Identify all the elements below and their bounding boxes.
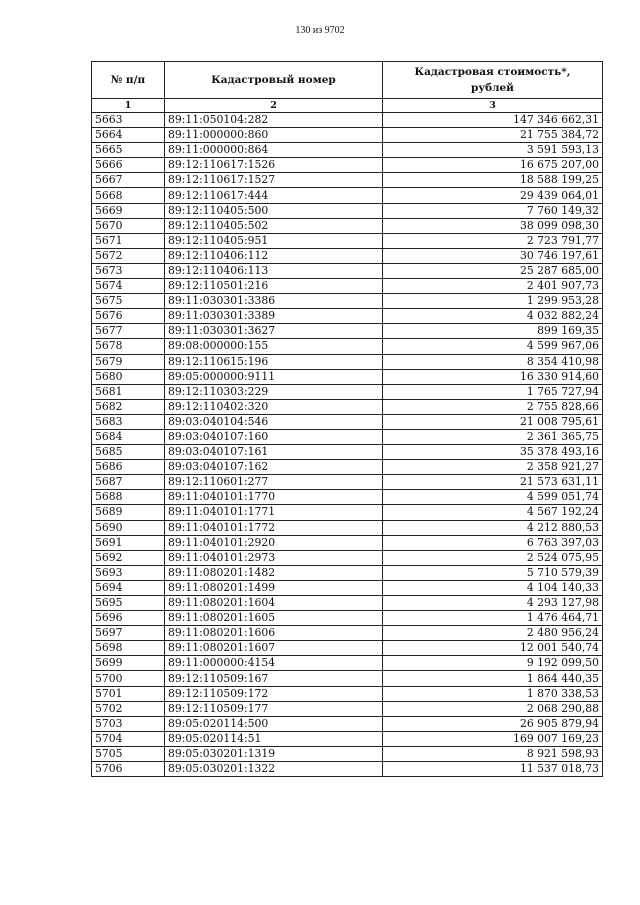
cadastral-number-cell: 89:12:110509:177 [165, 701, 383, 716]
row-number-cell: 5703 [92, 716, 165, 731]
cadastral-number-cell: 89:12:110303:229 [165, 384, 383, 399]
table-row [92, 248, 603, 263]
column-number-2: 2 [165, 99, 383, 113]
table-body [92, 113, 603, 777]
table-row [92, 188, 603, 203]
header-row-number: № п/п [92, 62, 165, 99]
table-row [92, 762, 603, 777]
header-cadastral-value: Кадастровая стоимость*, рублей [383, 62, 603, 99]
cadastral-value-cell: 1 476 464,71 [383, 611, 603, 626]
table-row [92, 716, 603, 731]
cadastral-number-cell: 89:05:030201:1319 [165, 746, 383, 761]
cadastral-value-cell: 4 212 880,53 [383, 520, 603, 535]
row-number-cell: 5680 [92, 369, 165, 384]
table-row [92, 731, 603, 746]
table-row [92, 113, 603, 128]
cadastral-number-cell: 89:12:110601:277 [165, 475, 383, 490]
cadastral-value-cell: 899 169,35 [383, 324, 603, 339]
cadastral-number-cell: 89:12:110406:112 [165, 248, 383, 263]
cadastral-number-cell: 89:11:080201:1605 [165, 611, 383, 626]
table-row [92, 354, 603, 369]
row-number-cell: 5681 [92, 384, 165, 399]
row-number-cell: 5693 [92, 565, 165, 580]
cadastral-value-cell: 21 755 384,72 [383, 128, 603, 143]
row-number-cell: 5677 [92, 324, 165, 339]
row-number-cell: 5690 [92, 520, 165, 535]
cadastral-number-cell: 89:12:110405:951 [165, 233, 383, 248]
cadastral-number-cell: 89:11:030301:3627 [165, 324, 383, 339]
row-number-cell: 5705 [92, 746, 165, 761]
cadastral-number-cell: 89:03:040107:161 [165, 445, 383, 460]
table-row [92, 429, 603, 444]
cadastral-value-cell: 12 001 540,74 [383, 641, 603, 656]
table-row [92, 671, 603, 686]
cadastral-number-cell: 89:11:040101:1771 [165, 505, 383, 520]
column-number-1: 1 [92, 99, 165, 113]
cadastral-value-cell: 4 599 967,06 [383, 339, 603, 354]
table-row [92, 656, 603, 671]
table-row [92, 414, 603, 429]
cadastral-value-cell: 1 864 440,35 [383, 671, 603, 686]
cadastral-value-cell: 38 099 098,30 [383, 218, 603, 233]
row-number-cell: 5706 [92, 762, 165, 777]
cadastral-number-cell: 89:12:110617:1526 [165, 158, 383, 173]
table-row [92, 445, 603, 460]
table-row [92, 339, 603, 354]
row-number-cell: 5673 [92, 263, 165, 278]
row-number-cell: 5664 [92, 128, 165, 143]
cadastral-number-cell: 89:11:080201:1604 [165, 596, 383, 611]
cadastral-value-cell: 1 299 953,28 [383, 294, 603, 309]
table-row [92, 384, 603, 399]
row-number-cell: 5679 [92, 354, 165, 369]
cadastral-number-cell: 89:11:080201:1607 [165, 641, 383, 656]
row-number-cell: 5669 [92, 203, 165, 218]
cadastral-value-cell: 7 760 149,32 [383, 203, 603, 218]
cadastral-value-cell: 2 401 907,73 [383, 279, 603, 294]
row-number-cell: 5667 [92, 173, 165, 188]
table-row [92, 279, 603, 294]
table-row [92, 143, 603, 158]
cadastral-number-cell: 89:11:040101:1772 [165, 520, 383, 535]
table-row [92, 294, 603, 309]
table-row [92, 173, 603, 188]
row-number-cell: 5702 [92, 701, 165, 716]
cadastral-number-cell: 89:11:080201:1606 [165, 626, 383, 641]
table-row [92, 701, 603, 716]
cadastral-value-cell: 16 675 207,00 [383, 158, 603, 173]
cadastral-number-cell: 89:12:110615:196 [165, 354, 383, 369]
table-row [92, 550, 603, 565]
table-row [92, 233, 603, 248]
table-row [92, 203, 603, 218]
table-row [92, 535, 603, 550]
cadastral-value-cell: 26 905 879,94 [383, 716, 603, 731]
table-row [92, 746, 603, 761]
table-row [92, 369, 603, 384]
row-number-cell: 5671 [92, 233, 165, 248]
cadastral-value-cell: 21 573 631,11 [383, 475, 603, 490]
row-number-cell: 5704 [92, 731, 165, 746]
cadastral-value-cell: 9 192 099,50 [383, 656, 603, 671]
row-number-cell: 5675 [92, 294, 165, 309]
cadastral-number-cell: 89:11:080201:1499 [165, 580, 383, 595]
row-number-cell: 5692 [92, 550, 165, 565]
row-number-cell: 5686 [92, 460, 165, 475]
cadastral-number-cell: 89:11:040101:1770 [165, 490, 383, 505]
row-number-cell: 5684 [92, 429, 165, 444]
table-row [92, 263, 603, 278]
cadastral-number-cell: 89:05:020114:51 [165, 731, 383, 746]
cadastral-value-cell: 8 354 410,98 [383, 354, 603, 369]
row-number-cell: 5678 [92, 339, 165, 354]
cadastral-number-cell: 89:08:000000:155 [165, 339, 383, 354]
cadastral-value-cell: 4 599 051,74 [383, 490, 603, 505]
table-row [92, 565, 603, 580]
cadastral-value-cell: 4 293 127,98 [383, 596, 603, 611]
cadastral-value-cell: 16 330 914,60 [383, 369, 603, 384]
row-number-cell: 5696 [92, 611, 165, 626]
cadastral-value-cell: 4 567 192,24 [383, 505, 603, 520]
cadastral-value-cell: 169 007 169,23 [383, 731, 603, 746]
cadastral-number-cell: 89:03:040107:160 [165, 429, 383, 444]
table-row [92, 596, 603, 611]
table-row [92, 580, 603, 595]
cadastral-value-cell: 2 524 075,95 [383, 550, 603, 565]
cadastral-value-cell: 11 537 018,73 [383, 762, 603, 777]
cadastral-number-cell: 89:12:110405:502 [165, 218, 383, 233]
cadastral-number-cell: 89:11:040101:2973 [165, 550, 383, 565]
cadastral-number-cell: 89:11:000000:860 [165, 128, 383, 143]
cadastral-value-cell: 21 008 795,61 [383, 414, 603, 429]
table-row [92, 158, 603, 173]
cadastral-number-cell: 89:12:110406:113 [165, 263, 383, 278]
cadastral-number-cell: 89:05:020114:500 [165, 716, 383, 731]
header-cadastral-number: Кадастровый номер [165, 62, 383, 99]
table-row [92, 505, 603, 520]
cadastral-number-cell: 89:12:110501:216 [165, 279, 383, 294]
cadastral-value-cell: 2 361 365,75 [383, 429, 603, 444]
cadastral-value-cell: 4 104 140,33 [383, 580, 603, 595]
cadastral-number-cell: 89:11:000000:864 [165, 143, 383, 158]
cadastral-number-cell: 89:11:050104:282 [165, 113, 383, 128]
cadastral-value-cell: 2 723 791,77 [383, 233, 603, 248]
table-row [92, 626, 603, 641]
table-row [92, 641, 603, 656]
cadastral-number-cell: 89:11:080201:1482 [165, 565, 383, 580]
table-row [92, 686, 603, 701]
cadastral-value-cell: 147 346 662,31 [383, 113, 603, 128]
row-number-cell: 5674 [92, 279, 165, 294]
cadastral-value-cell: 18 588 199,25 [383, 173, 603, 188]
cadastral-value-cell: 25 287 685,00 [383, 263, 603, 278]
row-number-cell: 5682 [92, 399, 165, 414]
row-number-cell: 5694 [92, 580, 165, 595]
row-number-cell: 5700 [92, 671, 165, 686]
row-number-cell: 5691 [92, 535, 165, 550]
row-number-cell: 5685 [92, 445, 165, 460]
cadastral-number-cell: 89:11:000000:4154 [165, 656, 383, 671]
row-number-cell: 5689 [92, 505, 165, 520]
cadastral-number-cell: 89:12:110509:167 [165, 671, 383, 686]
cadastral-value-cell: 30 746 197,61 [383, 248, 603, 263]
row-number-cell: 5695 [92, 596, 165, 611]
cadastral-value-cell: 1 765 727,94 [383, 384, 603, 399]
cadastral-number-cell: 89:03:040104:546 [165, 414, 383, 429]
cadastral-value-cell: 8 921 598,93 [383, 746, 603, 761]
table-row [92, 399, 603, 414]
table-row [92, 128, 603, 143]
row-number-cell: 5665 [92, 143, 165, 158]
row-number-cell: 5687 [92, 475, 165, 490]
row-number-cell: 5698 [92, 641, 165, 656]
cadastral-number-cell: 89:12:110617:444 [165, 188, 383, 203]
table-row [92, 475, 603, 490]
table-row [92, 324, 603, 339]
row-number-cell: 5676 [92, 309, 165, 324]
cadastral-value-cell: 4 032 882,24 [383, 309, 603, 324]
cadastral-number-cell: 89:03:040107:162 [165, 460, 383, 475]
cadastral-value-cell: 2 358 921,27 [383, 460, 603, 475]
table-row [92, 218, 603, 233]
table-row [92, 490, 603, 505]
cadastral-number-cell: 89:11:040101:2920 [165, 535, 383, 550]
column-number-3: 3 [383, 99, 603, 113]
cadastral-number-cell: 89:12:110402:320 [165, 399, 383, 414]
cadastral-value-cell: 2 480 956,24 [383, 626, 603, 641]
row-number-cell: 5697 [92, 626, 165, 641]
cadastral-value-cell: 5 710 579,39 [383, 565, 603, 580]
cadastral-value-cell: 2 068 290,88 [383, 701, 603, 716]
cadastral-value-cell: 1 870 338,53 [383, 686, 603, 701]
cadastral-value-cell: 2 755 828,66 [383, 399, 603, 414]
cadastral-number-cell: 89:12:110405:500 [165, 203, 383, 218]
row-number-cell: 5688 [92, 490, 165, 505]
cadastral-number-cell: 89:11:030301:3389 [165, 309, 383, 324]
table-row [92, 460, 603, 475]
cadastral-value-cell: 29 439 064,01 [383, 188, 603, 203]
cadastral-number-cell: 89:12:110509:172 [165, 686, 383, 701]
cadastral-number-cell: 89:11:030301:3386 [165, 294, 383, 309]
cadastral-value-table [91, 61, 603, 777]
row-number-cell: 5670 [92, 218, 165, 233]
table-row [92, 611, 603, 626]
row-number-cell: 5701 [92, 686, 165, 701]
table-row [92, 309, 603, 324]
page-number-header: 130 из 9702 [295, 25, 345, 36]
row-number-cell: 5668 [92, 188, 165, 203]
cadastral-value-cell: 6 763 397,03 [383, 535, 603, 550]
row-number-cell: 5672 [92, 248, 165, 263]
cadastral-value-cell: 3 591 593,13 [383, 143, 603, 158]
row-number-cell: 5666 [92, 158, 165, 173]
table-row [92, 520, 603, 535]
cadastral-number-cell: 89:12:110617:1527 [165, 173, 383, 188]
cadastral-number-cell: 89:05:000000:9111 [165, 369, 383, 384]
row-number-cell: 5663 [92, 113, 165, 128]
row-number-cell: 5699 [92, 656, 165, 671]
cadastral-value-cell: 35 378 493,16 [383, 445, 603, 460]
cadastral-number-cell: 89:05:030201:1322 [165, 762, 383, 777]
row-number-cell: 5683 [92, 414, 165, 429]
